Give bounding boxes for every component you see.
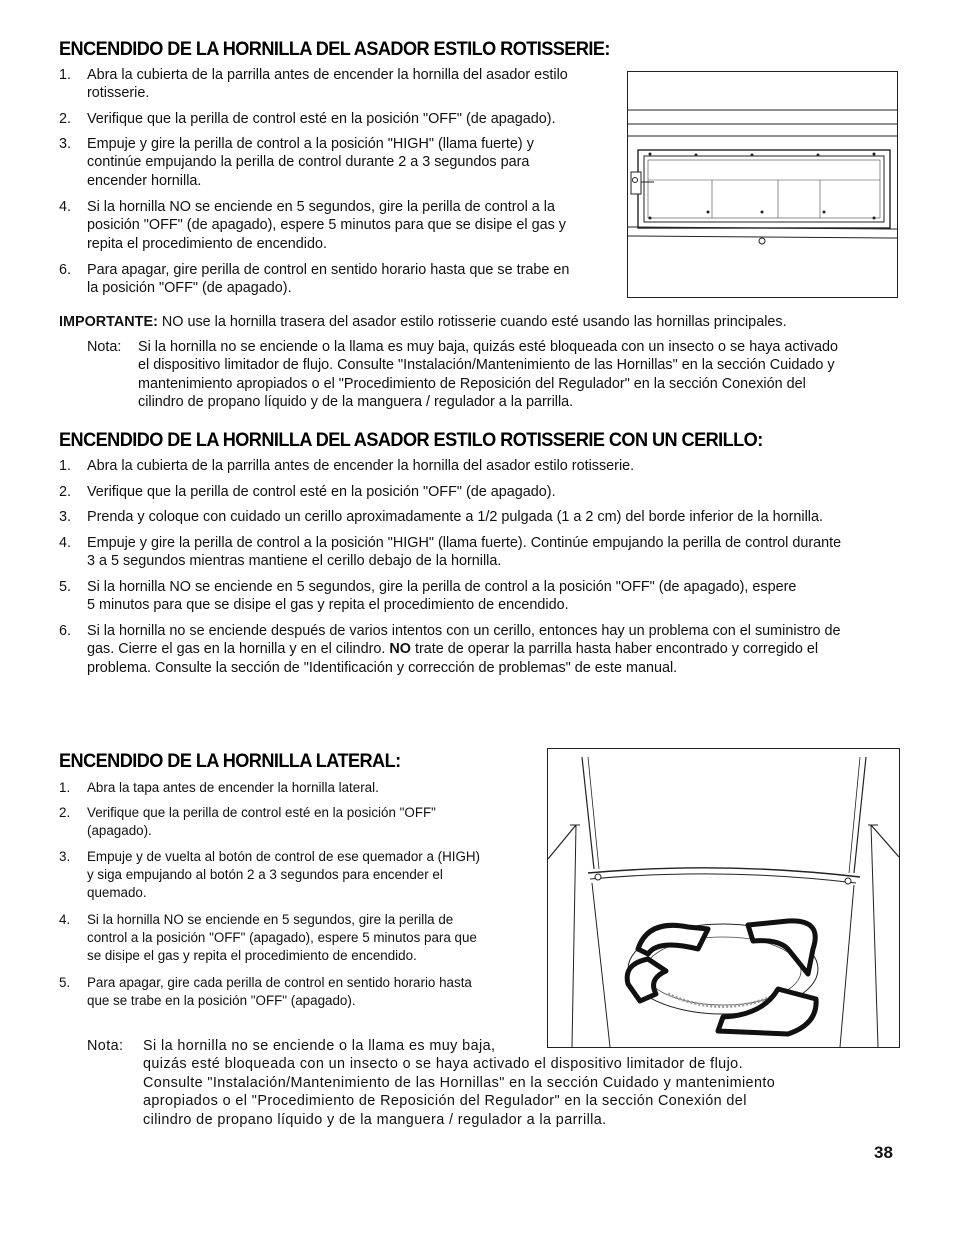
item-line: (apagado). <box>87 823 152 838</box>
item-line: Si la hornilla NO se enciende en 5 segundos, gire la perilla de <box>87 912 454 927</box>
item-line: problema. Consulte la sección de "Identificación y corrección de problemas" de este manual. <box>87 659 678 676</box>
item-number: 6. <box>59 262 72 278</box>
item-line: Si la hornilla no se enciende después de varios intentos con un cerillo, entonces hay un problema con el suministro de <box>87 623 841 639</box>
important-paragraph <box>59 313 909 331</box>
note-line: cilindro de propano líquido y de la manguera / regulador a la parrilla. <box>138 394 574 411</box>
item-line: encender hornilla. <box>87 172 202 189</box>
item-line: se disipe el gas y repita el procedimiento de encendido. <box>87 948 417 963</box>
item-number: 3. <box>59 849 71 864</box>
item-line: Abra la cubierta de la parrilla antes de encender la hornilla del asador estilo <box>87 67 568 83</box>
item-bold-text: NO <box>389 641 411 658</box>
item-line: Si la hornilla NO se enciende en 5 segundos, gire la perilla de control a la posición "OFF" (de apagado), espere <box>87 579 797 595</box>
section2-title: ENCENDIDO DE LA HORNILLA DEL ASADOR ESTILO ROTISSERIE CON UN CERILLO: <box>59 429 763 451</box>
item-number: 2. <box>59 805 71 820</box>
item-line: Empuje y de vuelta al botón de control de ese quemador a (HIGH) <box>87 849 481 864</box>
item-line <box>87 640 841 658</box>
item-line: 3 a 5 segundos mientras mantiene el cerillo debajo de la hornilla. <box>87 553 502 570</box>
note-line: Consulte "Instalación/Mantenimiento de las Hornillas" en la sección Cuidado y mantenimiento <box>143 1074 776 1091</box>
note-line: apropiados o el "Procedimiento de Reposición del Regulador" en la sección Conexión del <box>143 1093 747 1110</box>
item-line: Si la hornilla NO se enciende en 5 segundos, gire la perilla de control a la <box>87 199 555 215</box>
item-line: Abra la tapa antes de encender la hornilla lateral. <box>87 780 379 795</box>
section3-title: ENCENDIDO DE LA HORNILLA LATERAL: <box>59 750 401 772</box>
note-line: quizás esté bloqueada con un insecto o se haya activado el dispositivo limitador de flujo. <box>143 1056 743 1073</box>
item-line: Empuje y gire la perilla de control a la posición "HIGH" (llama fuerte) y <box>87 136 534 152</box>
note-line: mantenimiento apropiados o el "Procedimiento de Reposición del Regulador" en la sección Conexión del <box>138 375 806 392</box>
note-line: cilindro de propano líquido y de la manguera / regulador a la parrilla. <box>143 1111 607 1128</box>
note-label: Nota: <box>87 339 122 355</box>
item-line: continúe empujando la perilla de control durante 2 a 3 segundos para <box>87 154 530 171</box>
important-text: NO use la hornilla trasera del asador estilo rotisserie cuando esté usando las hornillas principales. <box>157 314 787 330</box>
item-line: 5 minutos para que se disipe el gas y repita el procedimiento de encendido. <box>87 597 569 614</box>
item-number: 6. <box>59 623 72 639</box>
item-line: Abra la cubierta de la parrilla antes de encender la hornilla del asador estilo rotisserie. <box>87 458 635 474</box>
item-number: 1. <box>59 780 71 795</box>
section1-title: ENCENDIDO DE LA HORNILLA DEL ASADOR ESTILO ROTISSERIE: <box>59 38 610 60</box>
item-line: repita el procedimiento de encendido. <box>87 235 328 252</box>
item-line: la posición "OFF" (de apagado). <box>87 280 292 297</box>
item-number: 1. <box>59 67 72 83</box>
item-number: 2. <box>59 484 72 500</box>
note-label: Nota: <box>87 1038 124 1054</box>
item-number: 1. <box>59 458 72 474</box>
note-line: el dispositivo limitador de flujo. Consulte "Instalación/Mantenimiento de las Hornillas" en la sección Cuidado y <box>138 357 835 374</box>
item-line: Verifique que la perilla de control esté en la posición "OFF" <box>87 805 436 820</box>
item-number: 5. <box>59 579 72 595</box>
item-line: rotisserie. <box>87 85 150 102</box>
item-number: 3. <box>59 136 72 152</box>
item-number: 4. <box>59 912 71 927</box>
item-line: Prenda y coloque con cuidado un cerillo aproximadamente a 1/2 pulgada (1 a 2 cm) del borde inferior de la hornilla. <box>87 509 823 525</box>
item-number: 5. <box>59 975 71 990</box>
item-line: Verifique que la perilla de control esté en la posición "OFF" (de apagado). <box>87 111 556 127</box>
item-line: y siga empujando al botón 2 a 3 segundos para encender el <box>87 867 443 882</box>
page-number: 38 <box>874 1143 893 1162</box>
item-text: gas. Cierre el gas en la hornilla y en el cilindro. <box>87 641 390 658</box>
side-burner-illustration <box>548 749 899 1047</box>
item-number: 3. <box>59 509 72 525</box>
item-text: trate de operar la parrilla hasta haber encontrado y corregido el <box>410 641 819 658</box>
item-line: posición "OFF" (de apagado), espere 5 minutos para que se disipe el gas y <box>87 217 566 234</box>
item-line: que se trabe en la posición "OFF" (apagado). <box>87 993 356 1008</box>
note-line: Si la hornilla no se enciende o la llama es muy baja, <box>143 1038 496 1054</box>
rotisserie-burner-illustration <box>628 72 897 297</box>
item-line: control a la posición "OFF" (apagado), espere 5 minutos para que <box>87 930 477 945</box>
item-line: Para apagar, gire perilla de control en sentido horario hasta que se trabe en <box>87 262 570 278</box>
important-label: IMPORTANTE: <box>59 314 158 330</box>
item-line: Para apagar, gire cada perilla de control en sentido horario hasta <box>87 975 472 990</box>
item-line: quemado. <box>87 885 147 900</box>
item-line: Verifique que la perilla de control esté en la posición "OFF" (de apagado). <box>87 484 556 500</box>
item-number: 4. <box>59 535 72 551</box>
item-number: 4. <box>59 199 72 215</box>
item-line: Empuje y gire la perilla de control a la posición "HIGH" (llama fuerte). Continúe empujando la perilla de control durante <box>87 535 842 551</box>
side-burner-figure <box>547 748 900 1048</box>
note-line: Si la hornilla no se enciende o la llama es muy baja, quizás esté bloqueada con un insecto o se haya activado <box>138 339 838 355</box>
rotisserie-burner-figure <box>627 71 898 298</box>
item-number: 2. <box>59 111 72 127</box>
